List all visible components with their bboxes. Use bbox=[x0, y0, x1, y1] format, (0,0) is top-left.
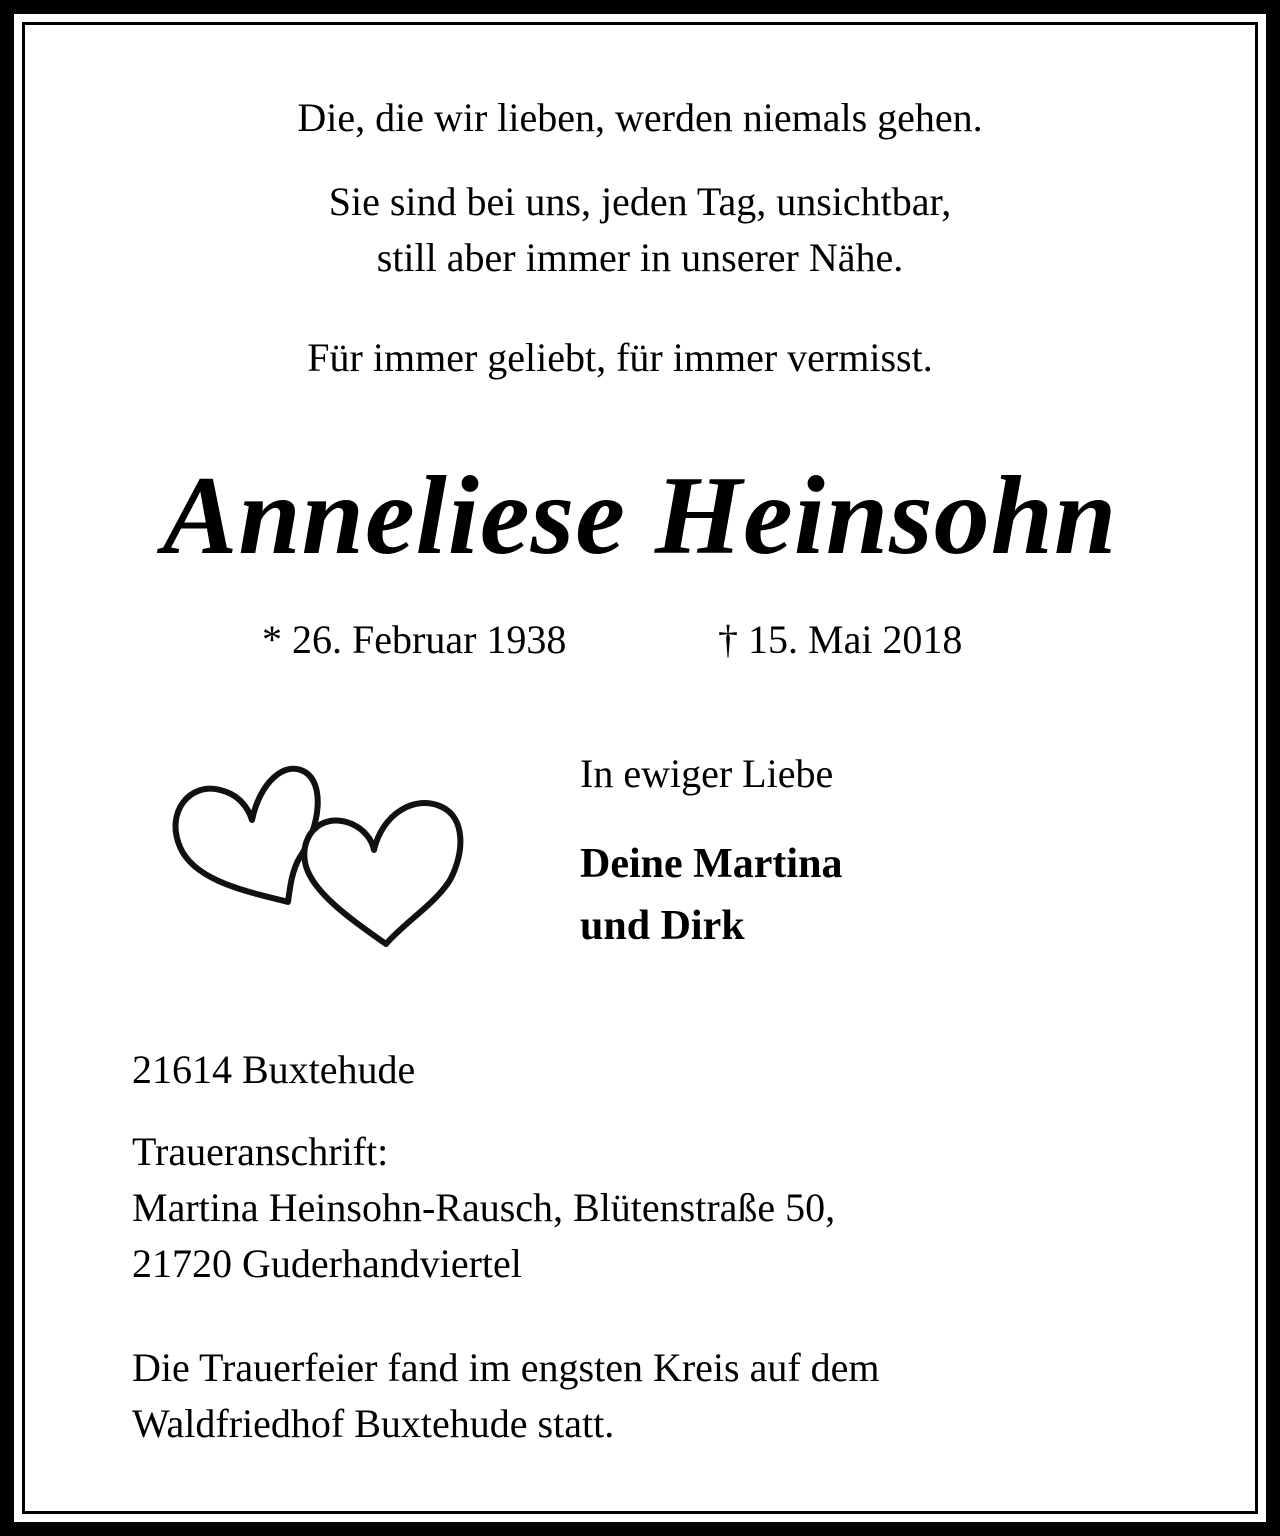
ceremony-line-1: Die Trauerfeier fand im engsten Kreis auf dem bbox=[132, 1345, 880, 1390]
city: 21614 Buxtehude bbox=[132, 1047, 416, 1092]
two-hearts-icon bbox=[160, 752, 480, 962]
birth-date: * 26. Februar 1938 bbox=[262, 617, 567, 662]
verse-line-3: still aber immer in unserer Nähe. bbox=[376, 235, 904, 280]
deceased-name: Anneliese Heinsohn bbox=[162, 454, 1118, 578]
address-line-1: Martina Heinsohn-Rausch, Blütenstraße 50, bbox=[132, 1185, 836, 1230]
death-date: † 15. Mai 2018 bbox=[718, 617, 963, 662]
verse-line-1: Die, die wir lieben, werden niemals gehen. bbox=[297, 95, 983, 140]
signature-line-1: Deine Martina bbox=[580, 841, 843, 887]
verse-line-2: Sie sind bei uns, jeden Tag, unsichtbar, bbox=[328, 179, 952, 224]
signature-line-2: und Dirk bbox=[580, 903, 745, 949]
ceremony-line-2: Waldfriedhof Buxtehude statt. bbox=[132, 1401, 615, 1446]
signature-intro: In ewiger Liebe bbox=[580, 751, 834, 796]
verse-line-4: Für immer geliebt, für immer vermisst. bbox=[307, 335, 933, 380]
address-line-2: 21720 Guderhandviertel bbox=[132, 1241, 522, 1286]
address-label: Traueranschrift: bbox=[132, 1129, 389, 1174]
